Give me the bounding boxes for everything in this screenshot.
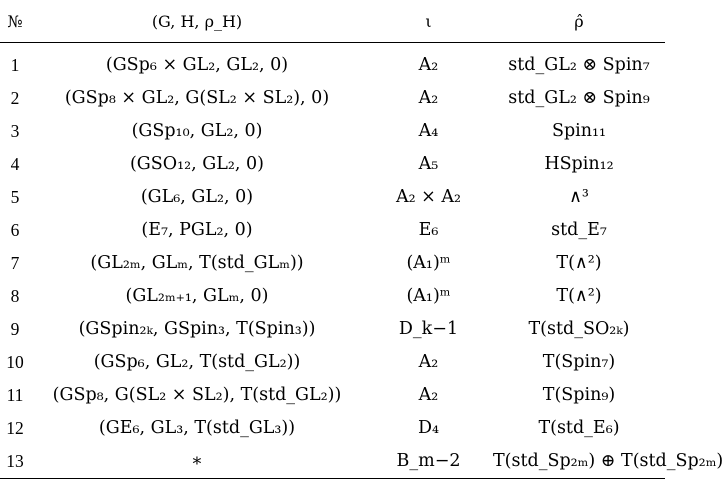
header-rho-hat: ρ̂ <box>493 0 665 43</box>
row-triple: (GSp₈, G(SL₂ × SL₂), T(std_GL₂)) <box>52 385 342 405</box>
row-number: 1 <box>10 55 20 75</box>
row-iota: A₂ <box>418 385 439 405</box>
row-triple: (GSpin₂ₖ, GSpin₃, T(Spin₃)) <box>78 319 316 339</box>
row-iota: D_k−1 <box>398 319 459 339</box>
header-number: № <box>0 0 30 43</box>
row-iota: A₂ <box>418 352 439 372</box>
table-row <box>0 214 665 247</box>
row-number: 4 <box>10 154 20 174</box>
row-rho-hat: std_E₇ <box>551 220 607 240</box>
row-triple: (GL₆, GL₂, 0) <box>140 187 254 207</box>
row-iota: A₅ <box>418 154 439 174</box>
row-triple: (GL₂ₘ, GLₘ, T(std_GLₘ)) <box>90 253 304 273</box>
row-number: 12 <box>6 418 24 438</box>
table-row <box>0 82 665 115</box>
row-triple: (GSp₁₀, GL₂, 0) <box>131 121 263 141</box>
table-row <box>0 379 665 412</box>
row-number: 2 <box>10 88 20 108</box>
row-triple: (GE₆, GL₃, T(std_GL₃)) <box>98 418 296 438</box>
header-row <box>0 0 665 43</box>
row-iota: (A₁)ᵐ <box>406 253 451 273</box>
row-rho-hat: T(Spin₇) <box>542 352 616 372</box>
table-row <box>0 115 665 148</box>
row-iota: A₂ × A₂ <box>395 187 462 207</box>
row-number: 6 <box>10 220 20 240</box>
table-row <box>0 280 665 313</box>
table-row <box>0 346 665 379</box>
row-triple: (E₇, PGL₂, 0) <box>141 220 253 240</box>
row-number: 7 <box>10 253 20 273</box>
table-row <box>0 445 665 479</box>
row-triple: (GSp₈ × GL₂, G(SL₂ × SL₂), 0) <box>64 88 330 108</box>
row-triple: (GSp₆ × GL₂, GL₂, 0) <box>105 55 289 75</box>
row-iota: B_m−2 <box>364 445 493 479</box>
table-row <box>0 247 665 280</box>
row-number: 5 <box>10 187 20 207</box>
header-iota: ι <box>364 0 493 43</box>
table-header <box>0 0 665 43</box>
table-row <box>0 43 665 83</box>
table-row <box>0 313 665 346</box>
row-number: 11 <box>6 385 24 405</box>
row-rho-hat: HSpin₁₂ <box>544 154 614 174</box>
table-row <box>0 181 665 214</box>
row-number: 3 <box>10 121 20 141</box>
row-triple: (GL₂ₘ₊₁, GLₘ, 0) <box>125 286 269 306</box>
row-triple: (GSO₁₂, GL₂, 0) <box>129 154 264 174</box>
table-row <box>0 412 665 445</box>
row-iota: E₆ <box>418 220 439 240</box>
row-number: 9 <box>10 319 20 339</box>
row-rho-hat: T(std_SO₂ₖ) <box>528 319 630 339</box>
row-triple: ∗ <box>30 445 364 479</box>
row-rho-hat: ∧³ <box>569 187 589 207</box>
header-triple: (G, H, ρ_H) <box>30 0 364 43</box>
row-triple: (GSp₆, GL₂, T(std_GL₂)) <box>93 352 301 372</box>
row-number: 10 <box>6 352 24 372</box>
row-number: 13 <box>0 445 30 479</box>
row-iota: A₂ <box>418 88 439 108</box>
row-rho-hat: std_GL₂ ⊗ Spin₇ <box>508 55 650 75</box>
row-iota: A₂ <box>418 55 439 75</box>
row-iota: A₄ <box>418 121 439 141</box>
row-rho-hat: std_GL₂ ⊗ Spin₉ <box>508 88 650 108</box>
row-rho-hat: T(Spin₉) <box>542 385 616 405</box>
row-rho-hat: T(∧²) <box>556 253 602 273</box>
table-row <box>0 148 665 181</box>
row-rho-hat: T(std_E₆) <box>538 418 620 438</box>
row-rho-hat: Spin₁₁ <box>551 121 607 141</box>
row-rho-hat: T(∧²) <box>556 286 602 306</box>
table-body <box>0 43 723 479</box>
row-number: 8 <box>10 286 20 306</box>
row-iota: D₄ <box>417 418 440 438</box>
row-rho-hat: T(std_Sp₂ₘ) ⊕ T(std_Sp₂ₘ) <box>493 445 665 479</box>
row-iota: (A₁)ᵐ <box>406 286 451 306</box>
